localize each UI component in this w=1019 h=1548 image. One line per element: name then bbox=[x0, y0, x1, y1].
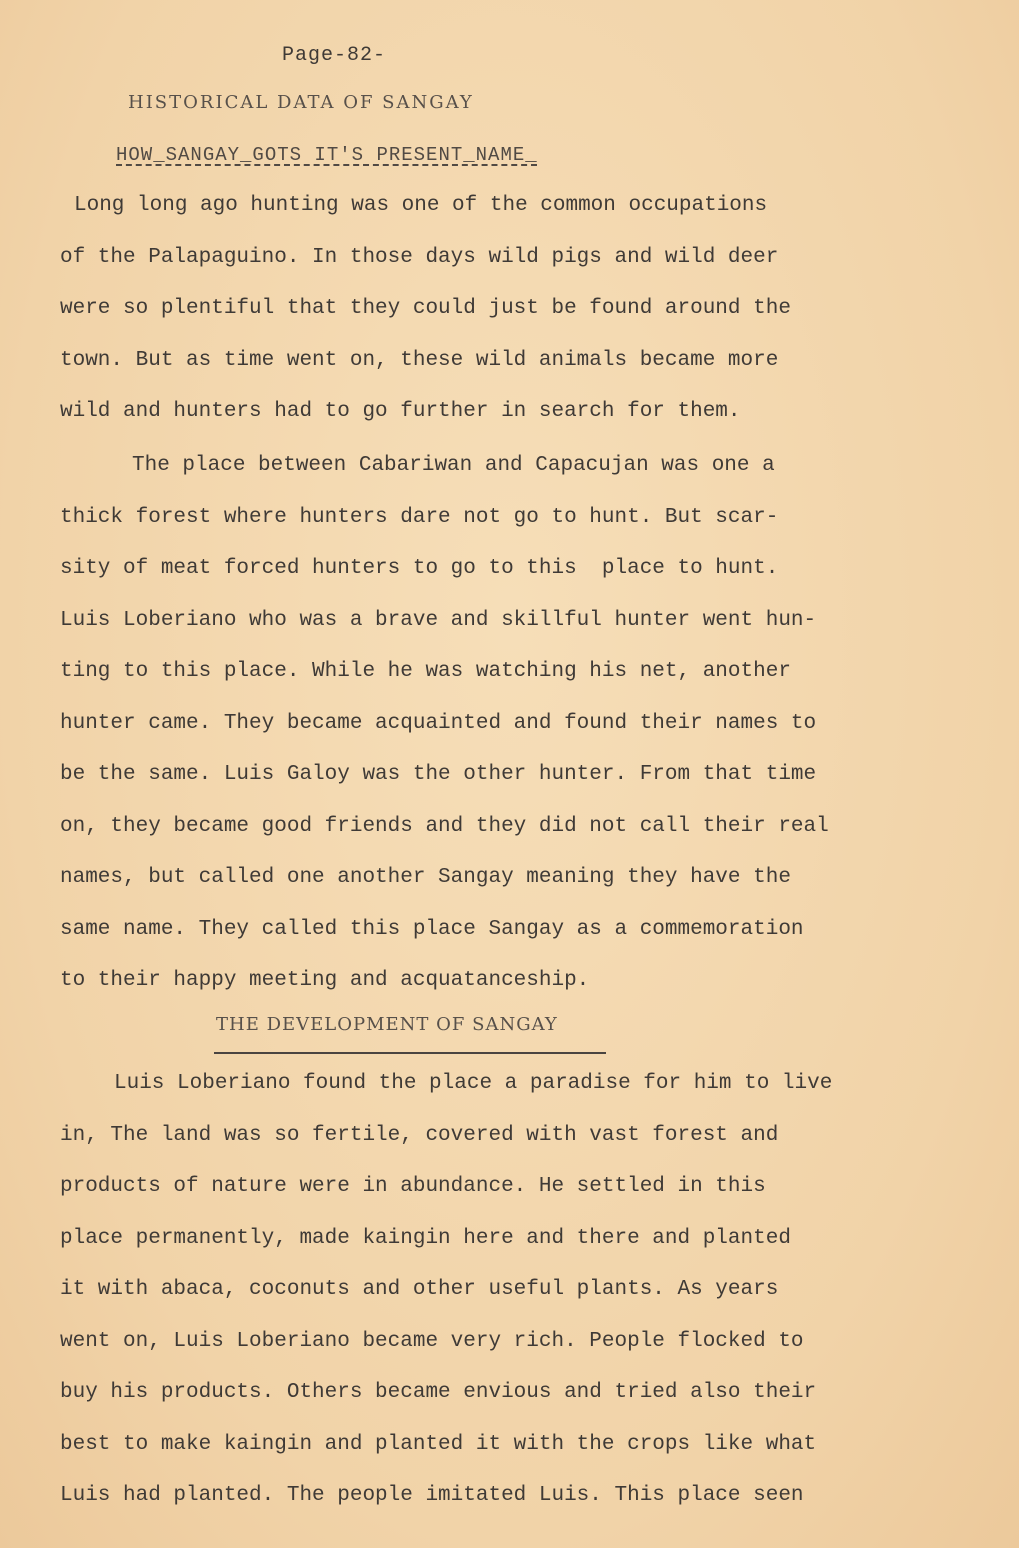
section-title: THE DEVELOPMENT OF SANGAY bbox=[216, 1014, 558, 1035]
text-line: hunter came. They became acquainted and found their names to bbox=[60, 711, 817, 735]
section-subheading: HOW_SANGAY_GOTS IT'S PRESENT_NAME_ bbox=[116, 144, 538, 166]
section-title-underline bbox=[214, 1052, 606, 1054]
text-line: buy his products. Others became envious and tried also their bbox=[60, 1381, 817, 1404]
text-line: to their happy meeting and acquatanceship. bbox=[60, 969, 590, 992]
text-line: were so plentiful that they could just be found around the bbox=[60, 297, 791, 320]
paragraph-3 bbox=[60, 1058, 990, 1522]
text-line: Long long ago hunting was one of the common occupations bbox=[74, 194, 768, 217]
text-line: be the same. Luis Galoy was the other hunter. From that time bbox=[60, 763, 817, 786]
text-line: in, The land was so fertile, covered with vast forest and bbox=[60, 1123, 779, 1147]
text-line: best to make kaingin and planted it with the crops like what bbox=[60, 1432, 817, 1456]
text-line: wild and hunters had to go further in search for them. bbox=[60, 400, 741, 423]
text-line: town. But as time went on, these wild animals became more bbox=[60, 348, 779, 372]
text-line: names, but called one another Sangay meaning they have the bbox=[60, 866, 791, 889]
text-line: sity of meat forced hunters to go to this place to hunt. bbox=[60, 557, 779, 580]
document-heading: HISTORICAL DATA OF SANGAY bbox=[128, 92, 474, 113]
text-line: went on, Luis Loberiano became very rich. People flocked to bbox=[60, 1329, 804, 1353]
text-line: Luis Loberiano found the place a paradise for him to live bbox=[114, 1072, 833, 1095]
text-line: products of nature were in abundance. He settled in this bbox=[60, 1175, 766, 1198]
text-line: on, they became good friends and they did not call their real bbox=[60, 814, 829, 838]
text-line: place permanently, made kaingin here and there and planted bbox=[60, 1226, 791, 1250]
text-line: ting to this place. While he was watching his net, another bbox=[60, 660, 791, 683]
text-line: Luis had planted. The people imitated Luis. This place seen bbox=[60, 1484, 804, 1507]
text-line: Luis Loberiano who was a brave and skillful hunter went hun- bbox=[60, 608, 817, 632]
paragraph-2 bbox=[60, 440, 990, 1007]
text-line: thick forest where hunters dare not go to hunt. But scar- bbox=[60, 505, 779, 529]
paragraph-1 bbox=[60, 180, 990, 438]
text-line: The place between Cabariwan and Capacujan was one a bbox=[132, 454, 775, 477]
text-line: it with abaca, coconuts and other useful plants. As years bbox=[60, 1278, 779, 1301]
text-line: of the Palapaguino. In those days wild pigs and wild deer bbox=[60, 245, 779, 269]
text-line: same name. They called this place Sangay as a commemoration bbox=[60, 917, 804, 941]
page-number: Page-82- bbox=[282, 44, 387, 67]
